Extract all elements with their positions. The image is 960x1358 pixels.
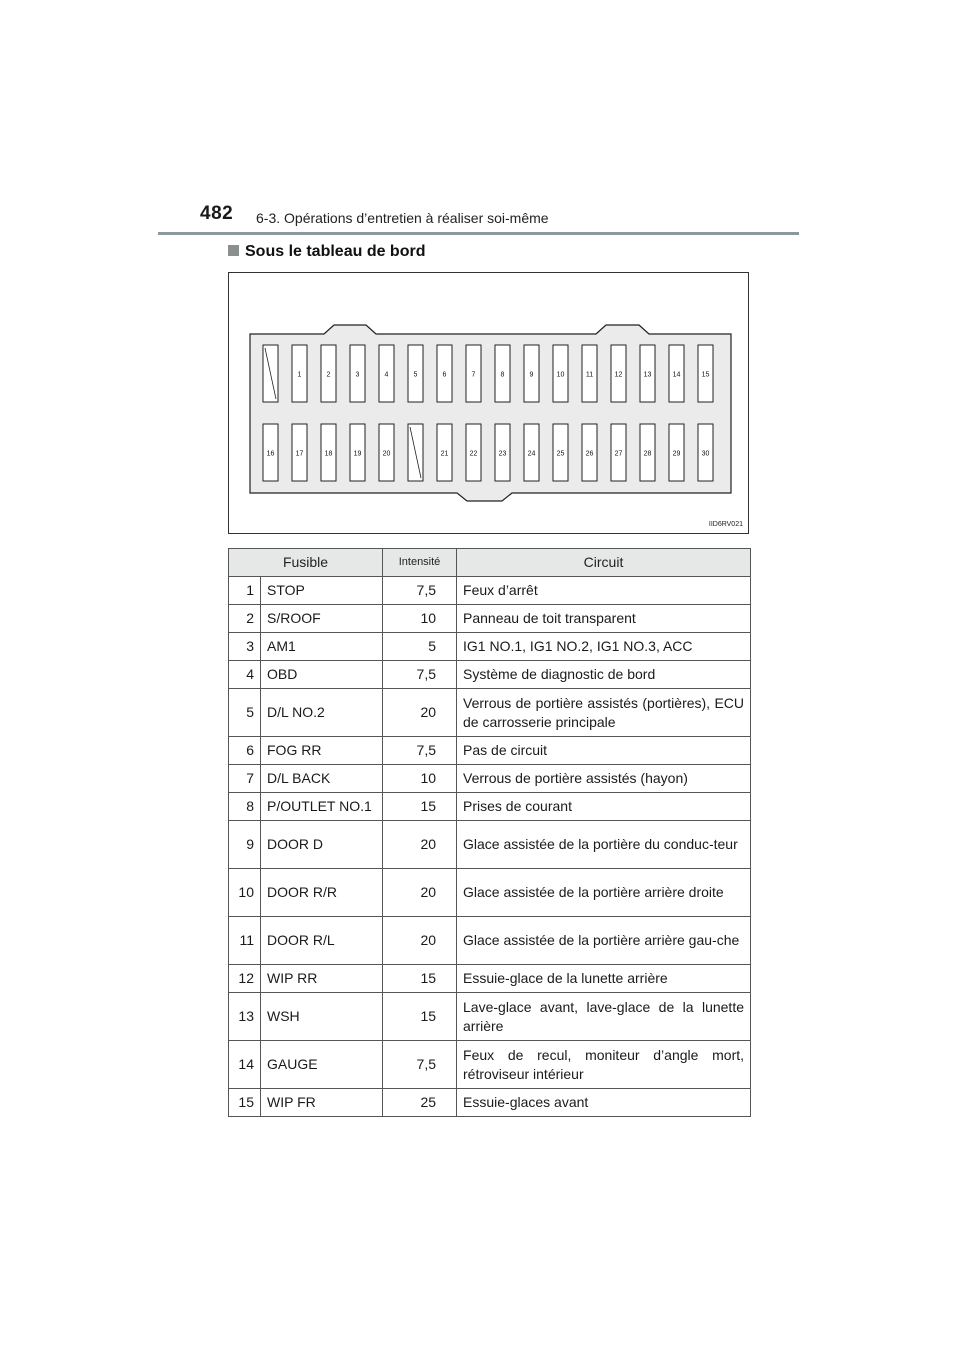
fuse-slot-label: 7 — [471, 371, 476, 379]
fuse-name: FOG RR — [261, 737, 383, 765]
fuse-name: DOOR R/L — [261, 917, 383, 965]
fuse-name: DOOR R/R — [261, 869, 383, 917]
fuse-slot-label: 21 — [440, 450, 449, 458]
table-header-row — [229, 549, 751, 577]
fuse-number: 3 — [229, 633, 261, 661]
fuse-circuit: Glace assistée de la portière du conduc-teur — [457, 821, 751, 869]
fuse-number: 5 — [229, 689, 261, 737]
blank-fuse-slot — [408, 424, 423, 481]
fuse-slot-label: 25 — [556, 450, 565, 458]
fuse-table — [228, 548, 751, 1117]
fuse-name: DOOR D — [261, 821, 383, 869]
fuse-amperage: 7,5 — [383, 737, 457, 765]
fuse-number: 1 — [229, 577, 261, 605]
fuse-amperage: 5 — [383, 633, 457, 661]
fuse-box-diagram — [228, 272, 749, 534]
table-row — [229, 1089, 751, 1117]
fuse-circuit: Glace assistée de la portière arrière gau-che — [457, 917, 751, 965]
header-intensity: Intensité — [383, 549, 457, 577]
fuse-circuit: IG1 NO.1, IG1 NO.2, IG1 NO.3, ACC — [457, 633, 751, 661]
table-row — [229, 605, 751, 633]
fuse-number: 15 — [229, 1089, 261, 1117]
fuse-slot-label: 9 — [529, 371, 534, 379]
fuse-amperage: 20 — [383, 821, 457, 869]
fuse-name: P/OUTLET NO.1 — [261, 793, 383, 821]
table-row — [229, 765, 751, 793]
square-bullet-icon — [228, 245, 239, 256]
fuse-name: STOP — [261, 577, 383, 605]
fuse-amperage: 15 — [383, 965, 457, 993]
header-fuse: Fusible — [229, 549, 383, 577]
table-row — [229, 821, 751, 869]
fuse-number: 14 — [229, 1041, 261, 1089]
table-row — [229, 737, 751, 765]
fuse-name: AM1 — [261, 633, 383, 661]
fuse-slot-label: 2 — [326, 371, 331, 379]
fuse-amperage: 10 — [383, 765, 457, 793]
table-row — [229, 869, 751, 917]
fuse-slot-label: 22 — [469, 450, 478, 458]
fuse-name: WSH — [261, 993, 383, 1041]
fuse-number: 4 — [229, 661, 261, 689]
fuse-slot-label: 17 — [295, 450, 304, 458]
fuse-number: 12 — [229, 965, 261, 993]
fuse-number: 10 — [229, 869, 261, 917]
fuse-slot-label: 8 — [500, 371, 505, 379]
fuse-circuit: Verrous de portière assistés (hayon) — [457, 765, 751, 793]
fuse-amperage: 20 — [383, 869, 457, 917]
fuse-slot-label: 30 — [701, 450, 710, 458]
fuse-number: 2 — [229, 605, 261, 633]
fuse-slot-label: 14 — [672, 371, 681, 379]
fuse-circuit: Système de diagnostic de bord — [457, 661, 751, 689]
subsection-title — [228, 243, 425, 261]
section-header: 6-3. Opérations d’entretien à réaliser soi-même — [256, 210, 549, 226]
fuse-slot-label: 12 — [614, 371, 623, 379]
fuse-name: WIP FR — [261, 1089, 383, 1117]
fuse-number: 11 — [229, 917, 261, 965]
fuse-name: D/L NO.2 — [261, 689, 383, 737]
fuse-circuit: Panneau de toit transparent — [457, 605, 751, 633]
fuse-number: 8 — [229, 793, 261, 821]
table-row — [229, 965, 751, 993]
fuse-circuit: Lave-glace avant, lave-glace de la lunette arrière — [457, 993, 751, 1041]
fuse-number: 13 — [229, 993, 261, 1041]
fuse-name: D/L BACK — [261, 765, 383, 793]
fuse-slot-label: 4 — [384, 371, 389, 379]
fuse-slot-label: 1 — [297, 371, 302, 379]
table-row — [229, 917, 751, 965]
fuse-slot-label: 10 — [556, 371, 565, 379]
fuse-circuit: Prises de courant — [457, 793, 751, 821]
fuse-circuit: Essuie-glaces avant — [457, 1089, 751, 1117]
fuse-name: OBD — [261, 661, 383, 689]
fuse-slot-label: 28 — [643, 450, 652, 458]
page-number: 482 — [200, 203, 234, 224]
fuse-slot-label: 24 — [527, 450, 536, 458]
fuse-slot-label: 5 — [413, 371, 418, 379]
subsection-title-text: Sous le tableau de bord — [245, 243, 426, 260]
fuse-amperage: 20 — [383, 917, 457, 965]
fuse-slot-label: 20 — [382, 450, 391, 458]
fuse-circuit: Feux d’arrêt — [457, 577, 751, 605]
table-row — [229, 577, 751, 605]
table-row — [229, 689, 751, 737]
fuse-circuit: Glace assistée de la portière arrière droite — [457, 869, 751, 917]
fuse-name: GAUGE — [261, 1041, 383, 1089]
fuse-amperage: 20 — [383, 689, 457, 737]
fuse-slot-label: 19 — [353, 450, 362, 458]
fuse-slot-label: 23 — [498, 450, 507, 458]
blank-fuse-slot — [263, 345, 278, 402]
fuse-name: WIP RR — [261, 965, 383, 993]
diagram-code: IID6RV021 — [708, 521, 743, 528]
fuse-amperage: 25 — [383, 1089, 457, 1117]
fuse-number: 6 — [229, 737, 261, 765]
fuse-amperage: 7,5 — [383, 577, 457, 605]
header-circuit: Circuit — [457, 549, 751, 577]
fuse-amperage: 15 — [383, 993, 457, 1041]
header-divider — [158, 232, 799, 235]
fuse-number: 9 — [229, 821, 261, 869]
fuse-circuit: Feux de recul, moniteur d’angle mort, rétroviseur intérieur — [457, 1041, 751, 1089]
fuse-amperage: 7,5 — [383, 1041, 457, 1089]
fuse-box-drawing — [229, 273, 750, 535]
table-row — [229, 1041, 751, 1089]
table-row — [229, 993, 751, 1041]
table-row — [229, 793, 751, 821]
fuse-amperage: 15 — [383, 793, 457, 821]
fuse-slot-label: 6 — [442, 371, 447, 379]
fuse-circuit: Essuie-glace de la lunette arrière — [457, 965, 751, 993]
fuse-slot-label: 13 — [643, 371, 652, 379]
fuse-slot-label: 27 — [614, 450, 623, 458]
fuse-slot-label: 15 — [701, 371, 710, 379]
fuse-number: 7 — [229, 765, 261, 793]
fuse-amperage: 7,5 — [383, 661, 457, 689]
table-row — [229, 633, 751, 661]
fuse-slot-label: 18 — [324, 450, 333, 458]
table-row — [229, 661, 751, 689]
fuse-circuit: Verrous de portière assistés (portières), ECU de carrosserie principale — [457, 689, 751, 737]
fuse-slot-label: 11 — [585, 371, 594, 379]
fuse-slot-label: 26 — [585, 450, 594, 458]
fuse-name: S/ROOF — [261, 605, 383, 633]
fuse-amperage: 10 — [383, 605, 457, 633]
fuse-slot-label: 3 — [355, 371, 360, 379]
fuse-slot-label: 16 — [266, 450, 275, 458]
fuse-circuit: Pas de circuit — [457, 737, 751, 765]
fuse-slot-label: 29 — [672, 450, 681, 458]
